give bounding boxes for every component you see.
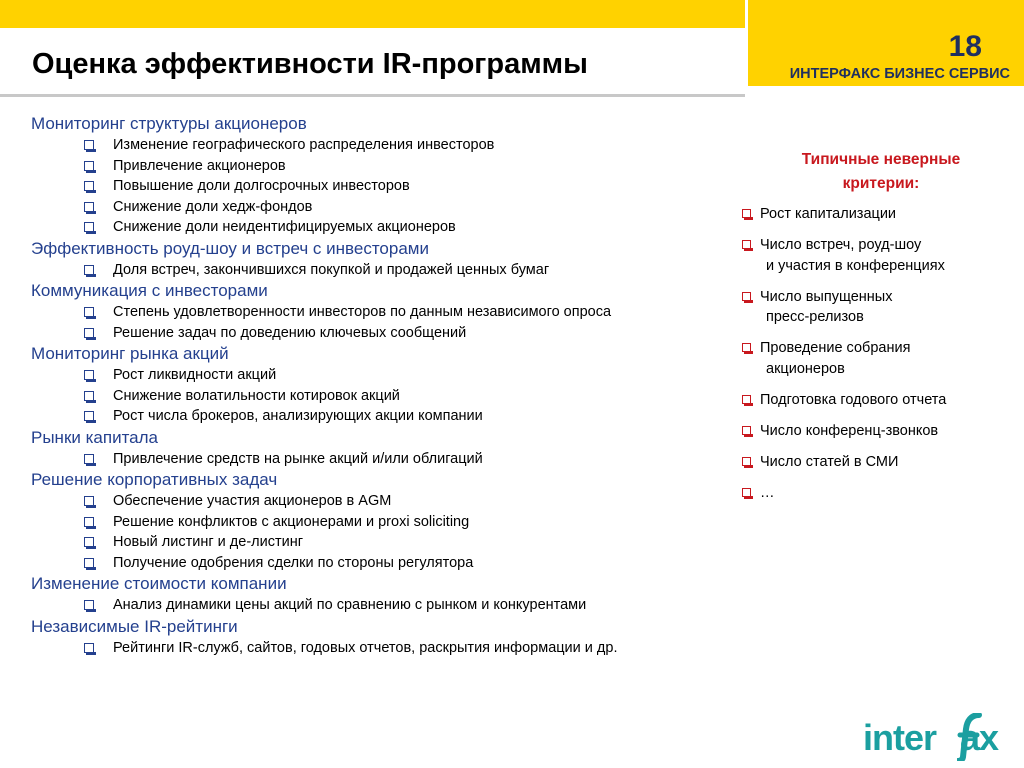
- list-item-text: Привлечение средств на рынке акций и/или облигаций: [113, 450, 483, 467]
- section-title: Независимые IR-рейтинги: [31, 616, 238, 636]
- checkbox-bullet-icon: [84, 558, 94, 568]
- list-item-text: Повышение доли долгосрочных инвесторов: [113, 178, 410, 194]
- section-title: Мониторинг структуры акционеров: [31, 114, 307, 133]
- criteria-list: [31, 113, 731, 658]
- list-item-text: Анализ динамики цены акций по сравнению с рынком и конкурентами: [113, 597, 587, 613]
- wrong-criteria-item: [737, 483, 1007, 504]
- list-item-text: Рост ликвидности акций: [113, 367, 277, 383]
- logo-text-suffix: ax: [960, 717, 999, 758]
- checkbox-bullet-icon: [742, 426, 751, 435]
- wrong-criteria-text: …: [760, 484, 775, 501]
- wrong-criteria-item: [737, 390, 1007, 411]
- list-item: [31, 323, 731, 344]
- list-item-text: Доля встреч, закончившихся покупкой и продажей ценных бумаг: [113, 261, 550, 278]
- wrong-criteria-text: Число статей в СМИ: [760, 453, 899, 470]
- wrong-criteria-panel: [737, 148, 1007, 514]
- wrong-criteria-text-continued: и участия в конференциях: [766, 257, 945, 274]
- section-title: Мониторинг рынка акций: [31, 344, 229, 363]
- section-title: Рынки капитала: [31, 427, 158, 447]
- logo-text-prefix: inter: [863, 717, 937, 758]
- checkbox-bullet-icon: [742, 209, 751, 218]
- section-title: Изменение стоимости компании: [31, 574, 287, 593]
- list-item: [31, 491, 731, 512]
- list-item-text: Рост числа брокеров, анализирующих акции компании: [113, 408, 483, 424]
- wrong-criteria-text-continued: акционеров: [766, 360, 845, 377]
- checkbox-bullet-icon: [742, 395, 751, 404]
- list-item: [31, 386, 731, 407]
- checkbox-bullet-icon: [84, 454, 94, 464]
- wrong-criteria-item: [737, 421, 1007, 442]
- list-item-text: Снижение доли хедж-фондов: [113, 198, 313, 215]
- checkbox-bullet-icon: [84, 202, 94, 212]
- checkbox-bullet-icon: [84, 161, 94, 171]
- wrong-criteria-item: [737, 287, 1007, 328]
- page-title: Оценка эффективности IR-программы: [32, 48, 588, 80]
- checkbox-bullet-icon: [84, 517, 94, 527]
- wrong-criteria-header-line1: Типичные неверные: [801, 151, 961, 168]
- list-item: [31, 449, 731, 470]
- checkbox-bullet-icon: [742, 240, 751, 249]
- section-title: Решение корпоративных задач: [31, 470, 278, 489]
- interfax-logo: [863, 713, 1013, 768]
- company-name: ИНТЕРФАКС БИЗНЕС СЕРВИС: [789, 66, 1010, 82]
- title-area: [0, 28, 745, 94]
- checkbox-bullet-icon: [84, 643, 94, 653]
- checkbox-bullet-icon: [84, 391, 94, 401]
- wrong-criteria-text-continued: пресс-релизов: [766, 309, 864, 325]
- checkbox-bullet-icon: [84, 307, 94, 317]
- wrong-criteria-header: [737, 148, 1007, 196]
- list-item: [31, 302, 731, 323]
- checkbox-bullet-icon: [742, 292, 751, 301]
- wrong-criteria-item: [737, 452, 1007, 473]
- logo-f-mark-icon: [957, 713, 989, 761]
- checkbox-bullet-icon: [84, 265, 94, 275]
- list-item-text: Рейтинги IR-служб, сайтов, годовых отчетов, раскрытия информации и др.: [113, 639, 618, 656]
- title-divider: [0, 94, 745, 97]
- wrong-criteria-list: [737, 204, 1007, 503]
- checkbox-bullet-icon: [84, 600, 94, 610]
- slide-badge: [745, 0, 1024, 86]
- list-item: [31, 135, 731, 156]
- checkbox-bullet-icon: [84, 496, 94, 506]
- checkbox-bullet-icon: [84, 328, 94, 338]
- wrong-criteria-item: [737, 235, 1007, 276]
- list-item: [31, 156, 731, 177]
- wrong-criteria-text: Число выпущенных: [760, 288, 893, 305]
- list-item-text: Снижение доли неидентифицируемых акционеров: [113, 219, 456, 235]
- wrong-criteria-text: Рост капитализации: [760, 206, 897, 222]
- wrong-criteria-text: Проведение собрания: [760, 340, 911, 356]
- list-item: [31, 197, 731, 218]
- section-title: Эффективность роуд-шоу и встреч с инвесторами: [31, 238, 429, 258]
- slide-number: 18: [948, 30, 982, 63]
- list-item-text: Степень удовлетворенности инвесторов по данным независимого опроса: [113, 304, 612, 320]
- checkbox-bullet-icon: [84, 370, 94, 380]
- list-item-text: Решение задач по доведению ключевых сообщений: [113, 324, 467, 341]
- list-item-text: Привлечение акционеров: [113, 157, 286, 174]
- list-item-text: Снижение волатильности котировок акций: [113, 387, 400, 404]
- checkbox-bullet-icon: [84, 411, 94, 421]
- section-title: Коммуникация с инвесторами: [31, 281, 268, 300]
- list-item: [31, 406, 731, 427]
- wrong-criteria-text: Число конференц-звонков: [760, 422, 939, 439]
- wrong-criteria-item: [737, 204, 1007, 225]
- list-item: [31, 532, 731, 553]
- list-item: [31, 553, 731, 574]
- checkbox-bullet-icon: [742, 457, 751, 466]
- checkbox-bullet-icon: [84, 181, 94, 191]
- wrong-criteria-header-line2: критерии:: [842, 175, 920, 192]
- list-item-text: Новый листинг и де-листинг: [113, 534, 303, 550]
- wrong-criteria-text: Число встреч, роуд-шоу: [760, 237, 922, 253]
- wrong-criteria-text: Подготовка годового отчета: [760, 391, 947, 408]
- checkbox-bullet-icon: [84, 222, 94, 232]
- list-item-text: Обеспечение участия акционеров в AGM: [113, 493, 392, 509]
- checkbox-bullet-icon: [84, 537, 94, 547]
- list-item-text: Получение одобрения сделки по стороны регулятора: [113, 554, 474, 571]
- list-item: [31, 512, 731, 533]
- checkbox-bullet-icon: [742, 488, 751, 497]
- list-item: [31, 260, 731, 281]
- checkbox-bullet-icon: [84, 140, 94, 150]
- list-item: [31, 217, 731, 238]
- checkbox-bullet-icon: [742, 343, 751, 352]
- list-item: [31, 638, 731, 659]
- list-item: [31, 176, 731, 197]
- list-item: [31, 365, 731, 386]
- wrong-criteria-item: [737, 338, 1007, 379]
- list-item-text: Решение конфликтов с акционерами и proxi soliciting: [113, 513, 470, 530]
- list-item-text: Изменение географического распределения инвесторов: [113, 137, 495, 153]
- list-item: [31, 595, 731, 616]
